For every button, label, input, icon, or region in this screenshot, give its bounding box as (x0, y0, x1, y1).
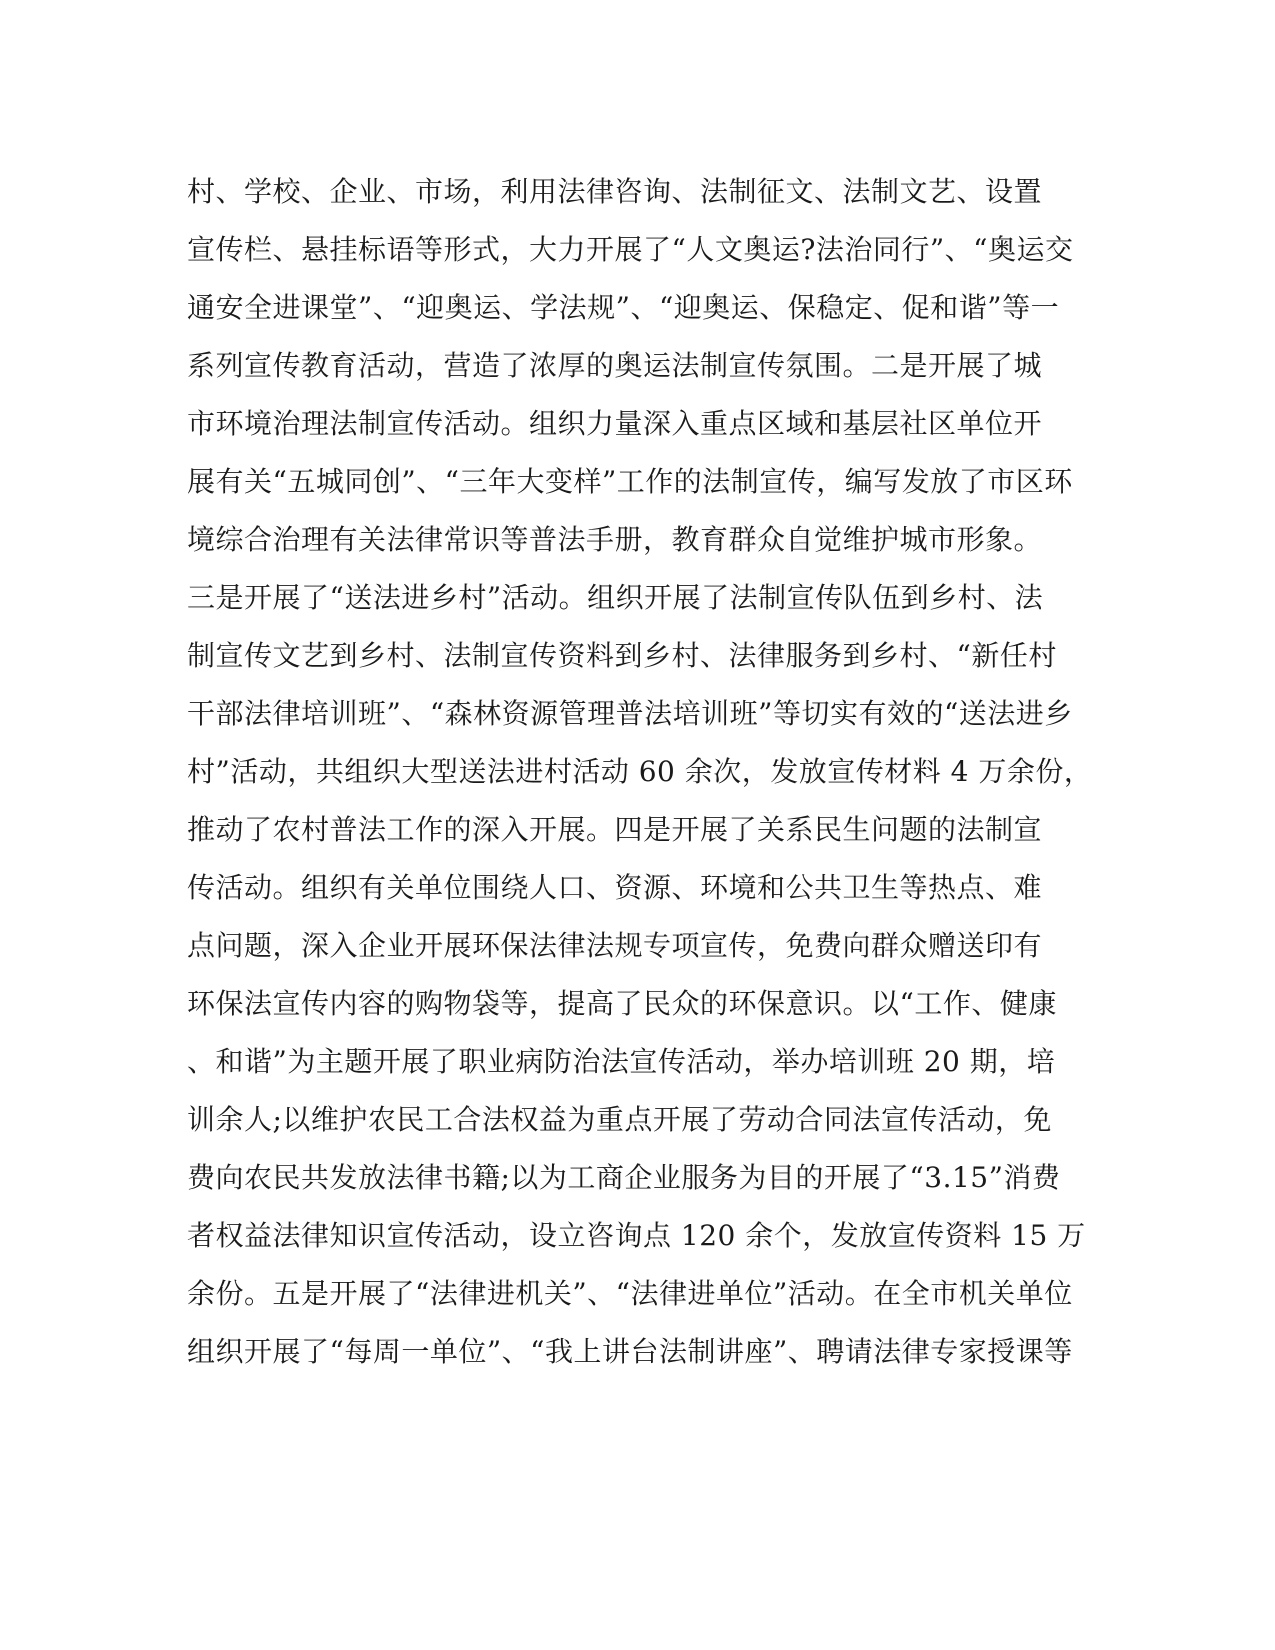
text-line: 市环境治理法制宣传活动。组织力量深入重点区域和基层社区单位开 (187, 407, 1043, 440)
text-line: 费向农民共发放法律书籍;以为工商企业服务为目的开展了“3.15”消费 (187, 1161, 1061, 1194)
text-line: 训余人;以维护农民工合法权益为重点开展了劳动合同法宣传活动，免 (187, 1103, 1052, 1136)
text-line: 、和谐”为主题开展了职业病防治法宣传活动，举办培训班 20 期，培 (187, 1045, 1056, 1078)
text-line: 系列宣传教育活动，营造了浓厚的奥运法制宣传氛围。二是开展了城 (187, 349, 1043, 382)
text-line: 境综合治理有关法律常识等普法手册，教育群众自觉维护城市形象。 (187, 523, 1043, 556)
text-line: 环保法宣传内容的购物袋等，提高了民众的环保意识。以“工作、健康 (187, 987, 1057, 1020)
text-line: 者权益法律知识宣传活动，设立咨询点 120 余个，发放宣传资料 15 万 (187, 1219, 1086, 1252)
text-line: 制宣传文艺到乡村、法制宣传资料到乡村、法律服务到乡村、“新任村 (187, 639, 1057, 672)
text-line: 点问题，深入企业开展环保法律法规专项宣传，免费向群众赠送印有 (187, 929, 1043, 962)
text-line: 宣传栏、悬挂标语等形式，大力开展了“人文奥运?法治同行”、“奥运交 (187, 233, 1074, 266)
text-line: 传活动。组织有关单位围绕人口、资源、环境和公共卫生等热点、难 (187, 871, 1043, 904)
text-line: 村、学校、企业、市场，利用法律咨询、法制征文、法制文艺、设置 (187, 175, 1043, 208)
text-line: 干部法律培训班”、“森林资源管理普法培训班”等切实有效的“送法进乡 (187, 697, 1073, 730)
text-line: 推动了农村普法工作的深入开展。四是开展了关系民生问题的法制宣 (187, 813, 1043, 846)
text-line: 三是开展了“送法进乡村”活动。组织开展了法制宣传队伍到乡村、法 (187, 581, 1044, 614)
text-line: 通安全进课堂”、“迎奥运、学法规”、“迎奥运、保稳定、促和谐”等一 (187, 291, 1060, 324)
text-line: 村”活动，共组织大型送法进村活动 60 余次，发放宣传材料 4 万余份， (187, 755, 1093, 788)
text-line: 展有关“五城同创”、“三年大变样”工作的法制宣传，编写发放了市区环 (187, 465, 1073, 498)
text-line: 组织开展了“每周一单位”、“我上讲台法制讲座”、聘请法律专家授课等 (187, 1335, 1073, 1368)
text-line: 余份。五是开展了“法律进机关”、“法律进单位”活动。在全市机关单位 (187, 1277, 1073, 1310)
body-text (187, 163, 1093, 1381)
